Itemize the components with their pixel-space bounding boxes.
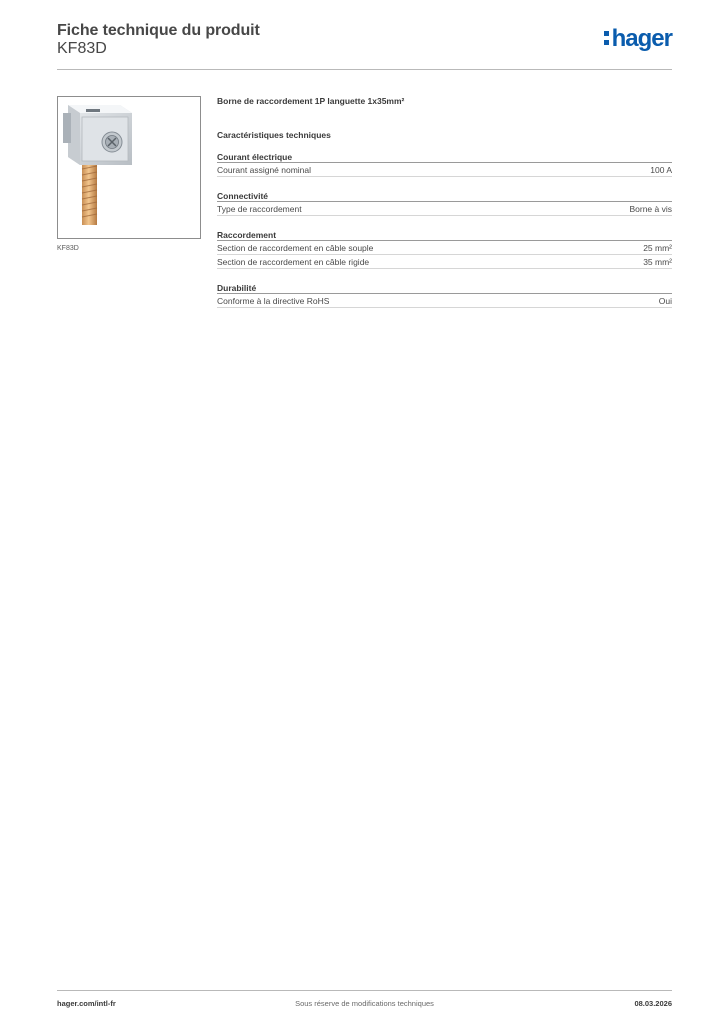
logo-text: hager: [611, 25, 672, 52]
spec-group-title: Raccordement: [217, 230, 672, 241]
page-footer: [57, 990, 672, 1010]
spec-group-title: Connectivité: [217, 191, 672, 202]
spec-label: Conforme à la directive RoHS: [217, 296, 330, 306]
spec-row: [217, 202, 672, 216]
logo-colon-icon: [604, 31, 609, 45]
spec-value: 35 mm²: [643, 257, 672, 267]
spec-row: [217, 294, 672, 308]
spec-group-durability: [217, 283, 672, 308]
spec-row: [217, 241, 672, 255]
technical-characteristics-heading: Caractéristiques techniques: [217, 130, 331, 140]
document-title: Fiche technique du produit: [57, 22, 260, 39]
spec-label: Section de raccordement en câble rigide: [217, 257, 370, 267]
spec-label: Section de raccordement en câble souple: [217, 243, 374, 253]
spec-value: 25 mm²: [643, 243, 672, 253]
website-link[interactable]: hager.com/intl-fr: [57, 999, 116, 1008]
page-header: [57, 20, 672, 70]
terminal-connector-image: [58, 97, 200, 238]
spec-group-title: Durabilité: [217, 283, 672, 294]
spec-group-electrical-current: [217, 152, 672, 177]
footer-date: 08.03.2026: [634, 999, 672, 1008]
product-image-caption: KF83D: [57, 245, 79, 252]
spec-group-connectivity: [217, 191, 672, 216]
footer-disclaimer: Sous réserve de modifications techniques: [295, 999, 434, 1008]
product-name: Borne de raccordement 1P languette 1x35mm²: [217, 96, 405, 106]
product-image: [57, 96, 201, 239]
spec-label: Courant assigné nominal: [217, 165, 312, 175]
product-details: [217, 96, 672, 308]
spec-value: 100 A: [650, 165, 672, 175]
spec-value: Borne à vis: [629, 204, 672, 214]
spec-value: Oui: [658, 296, 672, 306]
hager-logo: [604, 27, 672, 51]
spec-label: Type de raccordement: [217, 204, 302, 214]
product-reference: KF83D: [57, 40, 107, 57]
spec-row: [217, 255, 672, 269]
spec-row: [217, 163, 672, 177]
spec-group-title: Courant électrique: [217, 152, 672, 163]
spec-group-connection: [217, 230, 672, 269]
